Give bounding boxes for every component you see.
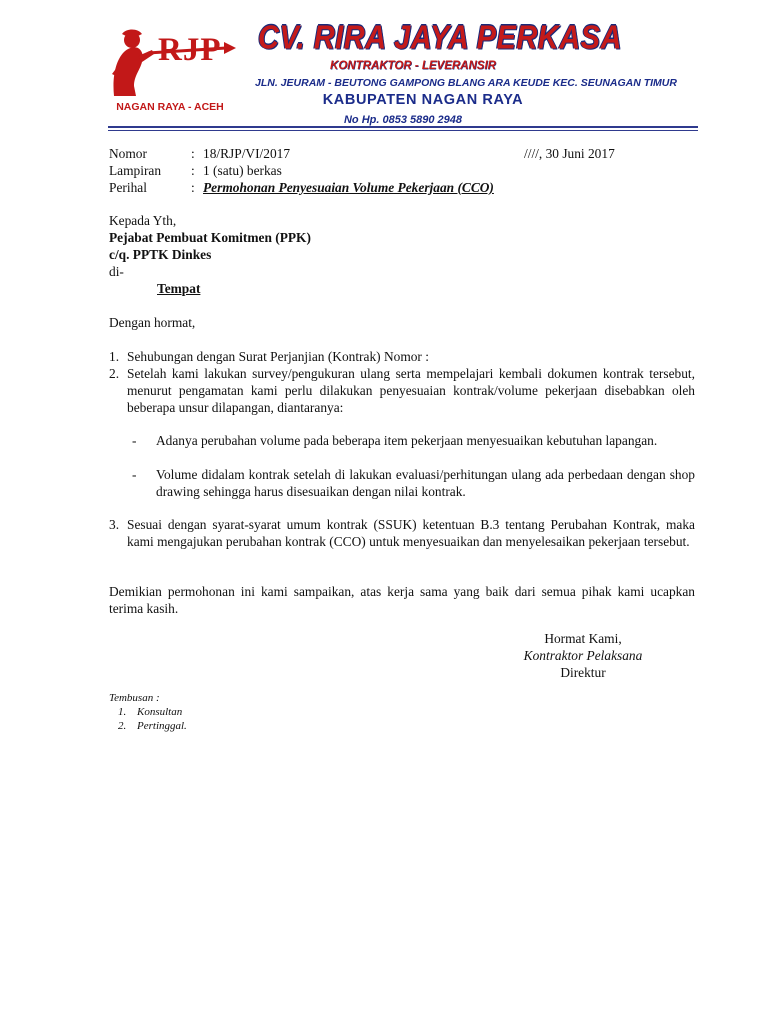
recipient-at: di- xyxy=(109,264,124,279)
attachment-label: Lampiran xyxy=(109,163,162,178)
signature-block xyxy=(508,630,658,681)
recipient-cq: c/q. PPTK Dinkes xyxy=(109,247,212,262)
item-3-text: Sesuai dengan syarat-syarat umum kontrak (SSUK) ketentuan B.3 tentang Perubahan Kontrak, maka kami mengajukan perubahan kontrak (CCO) untuk menyesuaikan dan menyelesaikan pekerjaan tersebut. xyxy=(127,517,695,549)
company-logo xyxy=(108,26,238,121)
attachment-value: 1 (satu) berkas xyxy=(203,163,282,178)
item-1-text: Sehubungan dengan Surat Perjanjian (Kontrak) Nomor : xyxy=(127,349,429,364)
cc-label: Tembusan : xyxy=(109,692,160,704)
company-phone: No Hp. 0853 5890 2948 xyxy=(343,114,463,126)
colon: : xyxy=(191,163,195,178)
item-2-text: Setelah kami lakukan survey/pengukuran ulang serta mempelajari kembali dokumen kontrak tersebut, menurut pengamatan kami perlu dilakukan penyesuaian kontrak/volume pekerjaan disebabkan oleh beberapa unsur dilapangan, diantaranya: xyxy=(127,366,695,415)
closing-paragraph: Demikian permohonan ini kami sampaikan, atas kerja sama yang baik dari semua pihak kami ucapkan terima kasih. xyxy=(109,584,695,616)
cc-item-number: 1. xyxy=(118,706,127,718)
letter-date: ////, 30 Juni 2017 xyxy=(524,146,615,161)
cc-item xyxy=(109,705,187,719)
item-number: 3. xyxy=(109,517,120,532)
subject-label: Perihal xyxy=(109,180,147,195)
colon: : xyxy=(191,180,195,195)
cc-item-text: Konsultan xyxy=(137,706,183,718)
sub-point-2: Volume didalam kontrak setelah di lakukan evaluasi/perhitungan ulang ada perbedaan dengan shop drawing sehingga harus disesuaikan dengan nilai kontrak. xyxy=(156,467,695,499)
letterhead-rule-thin xyxy=(108,130,698,131)
salutation: Dengan hormat, xyxy=(109,315,196,330)
cc-item-number: 2. xyxy=(118,720,127,732)
cc-item-text: Pertinggal. xyxy=(137,720,187,732)
item-number: 2. xyxy=(109,366,120,381)
colon: : xyxy=(191,146,195,161)
logo-region: NAGAN RAYA - ACEH xyxy=(116,101,224,113)
signer-title: Direktur xyxy=(560,665,606,680)
item-number: 1. xyxy=(109,349,120,364)
sub-point-1: Adanya perubahan volume pada beberapa item pekerjaan menyesuaikan kebutuhan lapangan. xyxy=(156,433,658,448)
recipient-greeting: Kepada Yth, xyxy=(109,213,177,228)
company-name: CV. RIRA JAYA PERKASA xyxy=(258,19,622,57)
company-subtitle: KONTRAKTOR - LEVERANSIR xyxy=(330,60,496,72)
company-address: JLN. JEURAM - BEUTONG GAMPONG BLANG ARA KEUDE KEC. SEUNAGAN TIMUR xyxy=(255,77,677,89)
bullet-dash: - xyxy=(132,467,137,482)
subject-value: Permohonan Penyesuaian Volume Pekerjaan (CCO) xyxy=(203,180,494,195)
recipient-place: Tempat xyxy=(157,281,201,296)
letterhead xyxy=(108,18,698,133)
number-label: Nomor xyxy=(109,146,147,161)
regards: Hormat Kami, xyxy=(544,631,622,646)
carbon-copy xyxy=(109,691,187,733)
recipient-name: Pejabat Pembuat Komitmen (PPK) xyxy=(109,230,311,245)
cc-item xyxy=(109,719,187,733)
company-regency: KABUPATEN NAGAN RAYA xyxy=(322,92,524,108)
logo-text: RJP xyxy=(158,32,222,68)
signer-role: Kontraktor Pelaksana xyxy=(523,648,643,663)
letterhead-rule xyxy=(108,126,698,128)
number-value: 18/RJP/VI/2017 xyxy=(203,146,291,161)
bullet-dash: - xyxy=(132,433,137,448)
